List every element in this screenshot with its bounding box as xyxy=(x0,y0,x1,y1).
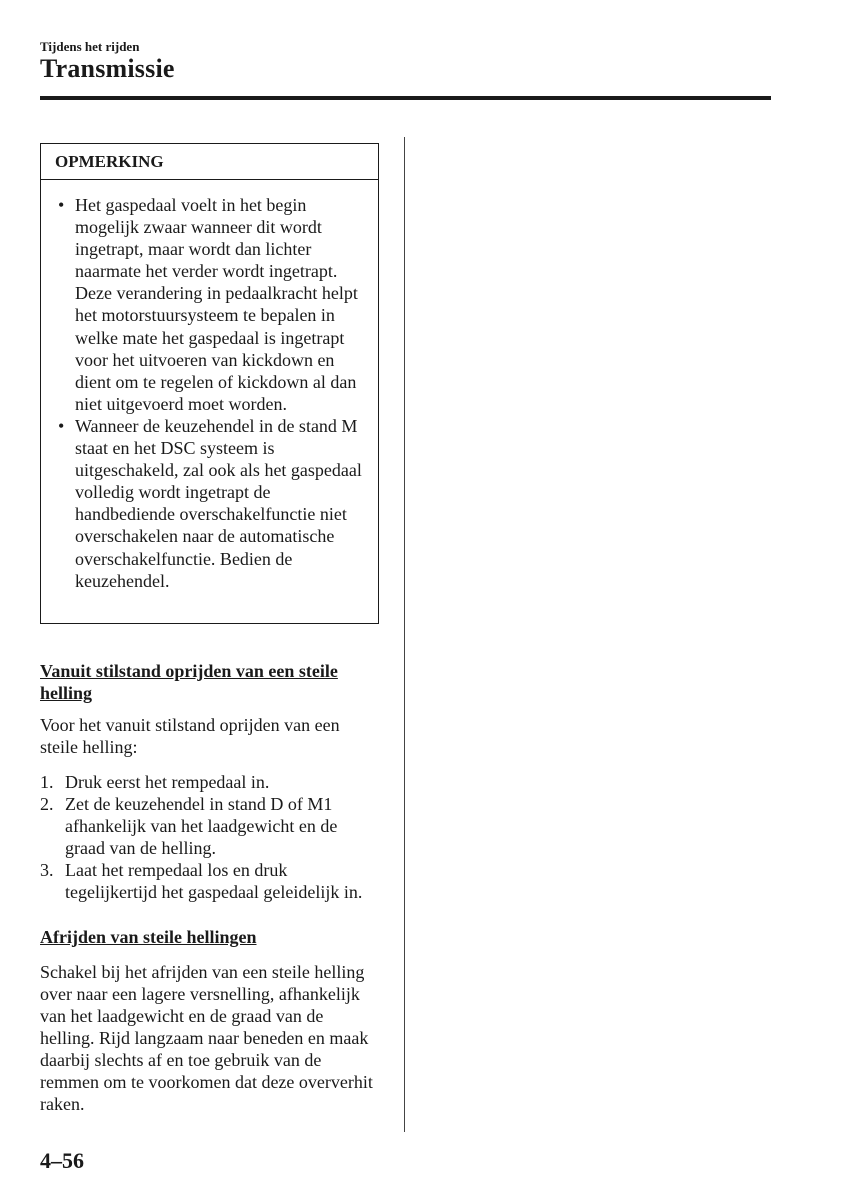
step-number: 2. xyxy=(40,794,54,814)
bullet-icon: • xyxy=(58,195,65,215)
step-number: 1. xyxy=(40,772,54,792)
page-title: Transmissie xyxy=(40,54,175,83)
note-heading: OPMERKING xyxy=(41,144,378,180)
note-item xyxy=(41,194,374,415)
section-heading-uphill-start: Vanuit stilstand oprijden van een steile helling xyxy=(40,661,338,703)
section-body: Schakel bij het afrijden van een steile helling over naar een lagere versnelling, afhankelijk van het laadgewicht en de graad van de helling. Rijd langzaam naar beneden en maak daarbij slechts af en toe gebruik van de remmen om te voorkomen dat deze oververhit raken. xyxy=(40,962,373,1114)
step-item xyxy=(40,771,380,793)
column-divider xyxy=(404,137,405,1132)
step-text: Druk eerst het rempedaal in. xyxy=(65,772,270,792)
title-rule xyxy=(40,96,771,100)
note-box xyxy=(40,143,379,624)
note-list xyxy=(41,180,378,592)
main-content xyxy=(40,660,380,1115)
section-intro: Voor het vanuit stilstand oprijden van een steile helling: xyxy=(40,715,340,757)
note-item xyxy=(41,415,374,592)
step-text: Laat het rempedaal los en druk tegelijkertijd het gaspedaal geleidelijk in. xyxy=(65,860,363,902)
step-item xyxy=(40,793,380,859)
bullet-icon: • xyxy=(58,415,65,436)
note-item-text: Wanneer de keuzehendel in de stand M staat en het DSC systeem is uitgeschakeld, zal ook als het gaspedaal volledig wordt ingetrapt de handbediende overschakelfunctie niet overschakelen naar de automatische overschakelfunctie. Bedien de keuzehendel. xyxy=(75,415,362,591)
section-label: Tijdens het rijden xyxy=(40,39,140,54)
step-number: 3. xyxy=(40,860,54,880)
note-item-text: Het gaspedaal voelt in het begin mogelijk zwaar wanneer dit wordt ingetrapt, maar wordt dan lichter naarmate het verder wordt ingetrapt. Deze verandering in pedaalkracht helpt het motorstuursysteem te bepalen in welke mate het gaspedaal is ingetrapt voor het uitvoeren van kickdown en dient om te regelen of kickdown al dan niet uitgevoerd moet worden. xyxy=(75,195,358,414)
page-number: 4–56 xyxy=(40,1148,84,1173)
section-heading-downhill: Afrijden van steile hellingen xyxy=(40,927,257,947)
step-item xyxy=(40,859,380,903)
steps-list xyxy=(40,771,380,903)
step-text: Zet de keuzehendel in stand D of M1 afhankelijk van het laadgewicht en de graad van de helling. xyxy=(65,794,338,858)
